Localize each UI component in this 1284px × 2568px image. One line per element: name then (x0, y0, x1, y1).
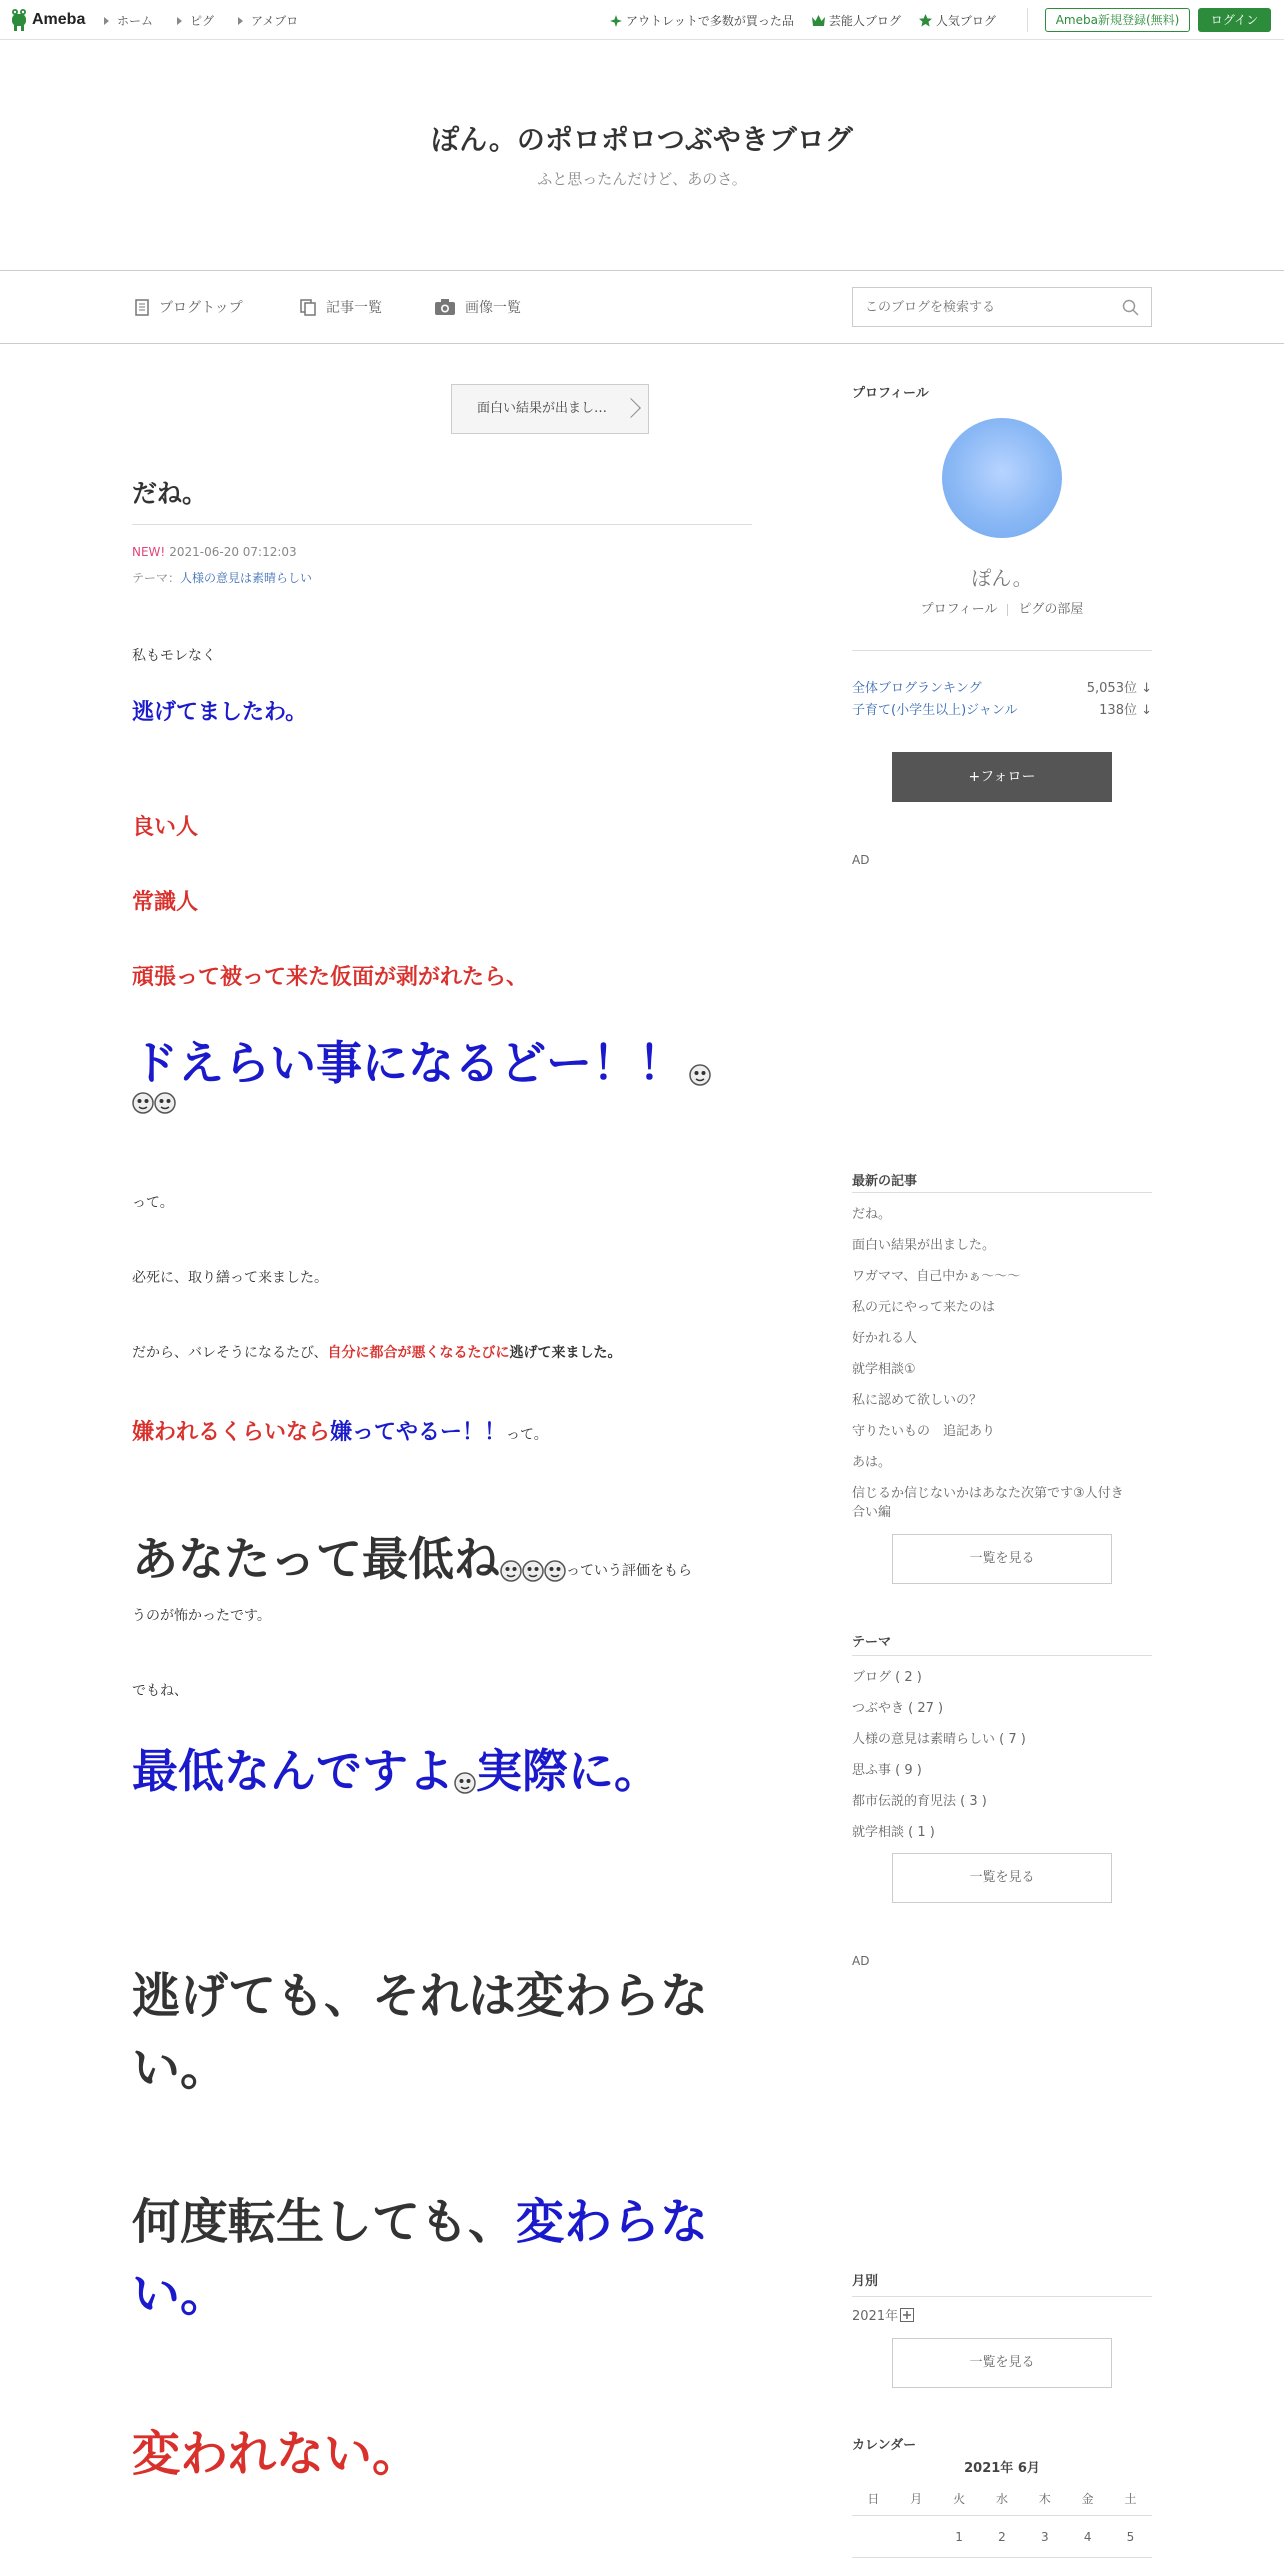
theme-item[interactable]: つぶやき ( 27 ) (852, 1701, 944, 1716)
theme-item[interactable]: 思ふ事 ( 9 ) (852, 1763, 922, 1778)
face-emoji-icon (544, 1560, 566, 1582)
profile-links (852, 598, 1152, 617)
calendar-month: 2021年 6月 (964, 2461, 1040, 2476)
face-emoji-icon (454, 1772, 476, 1794)
face-emoji-icon (154, 1092, 176, 1114)
calendar-weekdays: 日 月 火 水 木 金 土 (867, 2492, 1137, 2506)
article-line: あなたって最低ね っていう評価をもら (132, 1532, 692, 1586)
article-line: でもね、 (132, 1683, 188, 1699)
monthly-more-button[interactable]: 一覧を見る (892, 2338, 1112, 2388)
article-line: 良い人 (132, 815, 199, 840)
ad-label: AD (852, 1954, 870, 1968)
theme-heading: テーマ (852, 1635, 892, 1650)
article-line: 常識人 (132, 890, 199, 915)
recent-item[interactable]: 私の元にやって来たのは (852, 1300, 996, 1315)
profile-link[interactable]: プロフィール (920, 602, 998, 617)
recent-item[interactable]: 合い編 (852, 1505, 892, 1520)
global-nav (104, 12, 322, 29)
global-header (0, 0, 1284, 40)
article-line: 頑張って被って来た仮面が剥がれたら、 (132, 965, 529, 990)
monthly-divider (852, 2296, 1152, 2297)
profile-divider (852, 650, 1152, 651)
recent-more-button[interactable]: 一覧を見る (892, 1534, 1112, 1584)
header-divider (1027, 8, 1028, 32)
ameba-frog-icon (10, 8, 28, 32)
blog-nav (0, 270, 1284, 344)
search-icon[interactable] (1122, 299, 1139, 316)
celebrity-blog-link[interactable]: 芸能人ブログ (812, 12, 901, 29)
recent-item[interactable]: 私に認めて欲しいの？ (852, 1393, 983, 1408)
article-meta (132, 545, 297, 559)
article-title[interactable]: だね。 (132, 479, 208, 508)
face-emoji-icon (132, 1092, 154, 1114)
article-line: 最低なんですよ 実際に。 (132, 1744, 660, 1798)
theme-item[interactable]: 都市伝説的育児法 ( 3 ) (852, 1794, 987, 1809)
crown-icon (812, 15, 825, 26)
article-date: 2021-06-20 07:12:03 (169, 545, 297, 559)
calendar-day[interactable]: 2 (998, 2530, 1006, 2544)
outlet-link[interactable]: アウトレットで多数が買った品 (610, 12, 794, 29)
triangle-icon (104, 17, 109, 25)
title-divider (132, 524, 752, 525)
nav-pig[interactable]: ピグ (177, 12, 214, 29)
nav-home[interactable]: ホーム (104, 12, 153, 29)
nav-blog-top[interactable]: ブログトップ (135, 297, 243, 317)
article-line: 逃げてましたわ。 (132, 700, 308, 725)
copy-icon (300, 299, 316, 316)
calendar-week (852, 2530, 1152, 2544)
recent-item[interactable]: 面白い結果が出ました。 (852, 1238, 996, 1253)
face-emoji-icon (500, 1560, 522, 1582)
triangle-icon (238, 17, 243, 25)
document-icon (135, 299, 149, 316)
calendar-day[interactable]: 1 (955, 2530, 963, 2544)
theme-item[interactable]: 人様の意見は素晴らしい ( 7 ) (852, 1732, 1026, 1747)
ranking-genre[interactable]: 子育て(小学生以上)ジャンル 138位 ↓ (852, 703, 1152, 718)
recent-item[interactable]: ワガママ、自己中かぁ〜〜〜 (852, 1269, 1021, 1284)
calendar-day[interactable]: 4 (1083, 2530, 1092, 2544)
profile-name[interactable]: ぽん。 (971, 566, 1033, 590)
calendar-heading: カレンダー (852, 2438, 917, 2453)
article-line: 逃げても、それは変わらな い。 (132, 1968, 709, 2096)
theme-divider (852, 1655, 1152, 1656)
recent-item[interactable]: 好かれる人 (852, 1331, 918, 1346)
camera-icon (435, 299, 455, 315)
login-button[interactable]: ログイン (1198, 8, 1271, 32)
face-emoji-icon (522, 1560, 544, 1582)
new-badge: NEW! (132, 545, 166, 559)
article-line: 私もモレなく (132, 648, 216, 664)
recent-item[interactable]: あは。 (852, 1455, 892, 1470)
register-button[interactable]: Ameba新規登録(無料) (1045, 8, 1190, 32)
triangle-icon (177, 17, 182, 25)
star-icon (919, 14, 932, 27)
popular-blog-link[interactable]: 人気ブログ (919, 12, 996, 29)
article-line: 必死に、取り繕って来ました。 (132, 1270, 328, 1286)
article-line: 嫌われるくらいなら嫌ってやるー！！って。 (132, 1420, 548, 1445)
theme-link[interactable]: 人様の意見は素晴らしい (180, 571, 313, 585)
monthly-heading: 月別 (852, 2274, 879, 2289)
article-line: 変われない。 (132, 2426, 421, 2482)
theme-more-button[interactable]: 一覧を見る (892, 1853, 1112, 1903)
logo-text: Ameba (32, 11, 86, 28)
nav-ameblo[interactable]: アメブロ (238, 12, 298, 29)
recent-divider (852, 1192, 1152, 1193)
recent-item[interactable]: 就学相談① (852, 1362, 916, 1377)
article-line: だから、バレそうになるたび、自分に都合が悪くなるたびに逃げて来ました。 (132, 1345, 622, 1361)
sparkle-icon (610, 15, 622, 27)
avatar[interactable] (942, 418, 1062, 538)
pig-room-link[interactable]: ピグの部屋 (1018, 602, 1084, 617)
theme-item[interactable]: 就学相談 ( 1 ) (852, 1825, 935, 1840)
recent-item[interactable]: 信じるか信じないかはあなた次第です③人付き (852, 1486, 1124, 1501)
face-emoji-icon (689, 1064, 711, 1086)
profile-heading: プロフィール (852, 386, 929, 401)
recent-item[interactable]: だね。 (852, 1207, 892, 1222)
ad-label: AD (852, 853, 870, 867)
calendar-day[interactable]: 3 (1040, 2530, 1049, 2544)
article-line: うのが怖かったです。 (132, 1608, 271, 1624)
theme-item[interactable]: ブログ ( 2 ) (852, 1670, 922, 1685)
article-line: 何度転生しても、変わらな い。 (132, 2194, 709, 2322)
monthly-year[interactable]: 2021年 (852, 2305, 914, 2324)
chevron-right-icon (621, 398, 641, 418)
recent-item[interactable]: 守りたいもの 追記あり (852, 1424, 996, 1439)
ameba-logo[interactable] (10, 6, 85, 34)
article-line: ドえらい事になるどー！！ (132, 1040, 762, 1114)
article-theme: テーマ：人様の意見は素晴らしい (132, 571, 313, 585)
blog-description: ふと思ったんだけど、あのさ。 (537, 170, 747, 188)
nav-article-list[interactable]: 記事一覧 (300, 297, 382, 317)
expand-icon[interactable] (900, 2308, 914, 2322)
previous-article-button[interactable]: 面白い結果が出まし… (451, 384, 649, 434)
calendar-divider (852, 2557, 1152, 2558)
calendar-divider (852, 2515, 1152, 2516)
article-line: って。 (132, 1195, 174, 1211)
follow-button[interactable]: +フォロー (892, 752, 1112, 802)
blog-search (852, 287, 1152, 327)
blog-title[interactable]: ぽん。のポロポロつぶやきブログ (431, 123, 853, 156)
recent-heading: 最新の記事 (852, 1174, 918, 1189)
calendar-day[interactable]: 5 (1126, 2530, 1135, 2544)
header-links (610, 12, 1014, 29)
nav-image-list[interactable]: 画像一覧 (435, 297, 521, 317)
ranking-overall[interactable]: 全体ブログランキング 5,053位 ↓ (852, 681, 1152, 696)
search-input[interactable] (853, 288, 1103, 326)
